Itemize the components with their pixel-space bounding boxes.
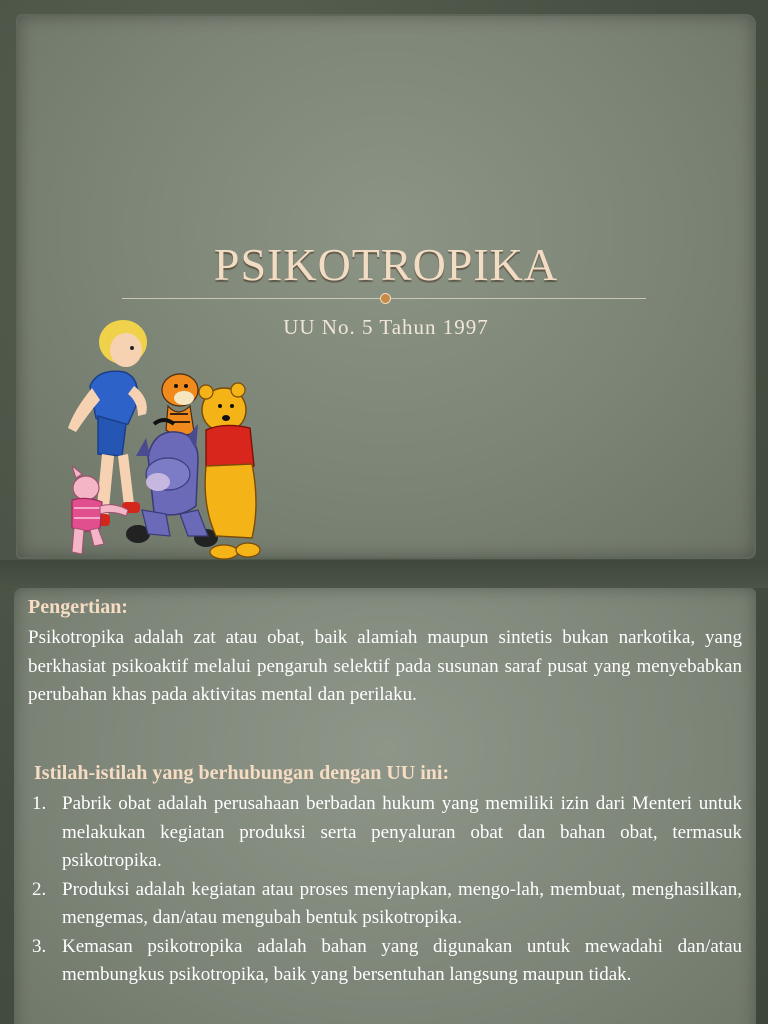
divider-ornament	[380, 293, 391, 304]
list-item-text: Produksi adalah kegiatan atau proses menyiapkan, mengo-lah, membuat, menghasilkan, mengemas, dan/atau mengubah bentuk psikotropika.	[62, 878, 742, 928]
slide-title: PSIKOTROPIKA	[213, 239, 559, 290]
definition-heading: Pengertian:	[28, 596, 128, 618]
list-item-number: 3.	[32, 935, 47, 957]
title-slide	[16, 14, 756, 559]
list-item	[28, 933, 742, 990]
list-item-text: Pabrik obat adalah perusahaan berbadan hukum yang memiliki izin dari Menteri untuk melakukan kegiatan produksi serta penyaluran obat dan bahan obat, termasuk psikotropika.	[62, 793, 742, 871]
definition-paragraph: Psikotropika adalah zat atau obat, baik alamiah maupun sintetis bukan narkotika, yang berkhasiat psikoaktif melalui pengaruh selektif pada susunan saraf pusat yang menyebabkan perubahan khas pada aktivitas mental dan perilaku.	[28, 627, 742, 705]
slide-subtitle: UU No. 5 Tahun 1997	[283, 315, 489, 339]
terms-list	[28, 790, 742, 990]
list-item	[28, 876, 742, 933]
cartoon-characters-illustration	[38, 306, 278, 571]
list-item	[28, 790, 742, 876]
donkey-figure	[126, 420, 218, 547]
content-slide	[14, 588, 756, 1024]
list-item-number: 1.	[32, 793, 47, 814]
list-item-text: Kemasan psikotropika adalah bahan yang digunakan untuk mewadahi dan/atau membungkus psikotropika, baik yang bersentuhan langsung maupun tidak.	[62, 935, 742, 985]
page-gap	[0, 560, 768, 588]
tiger-figure	[162, 374, 198, 436]
terms-heading: Istilah-istilah yang berhubungan dengan UU ini:	[34, 762, 450, 784]
list-item-number: 2.	[32, 878, 47, 900]
